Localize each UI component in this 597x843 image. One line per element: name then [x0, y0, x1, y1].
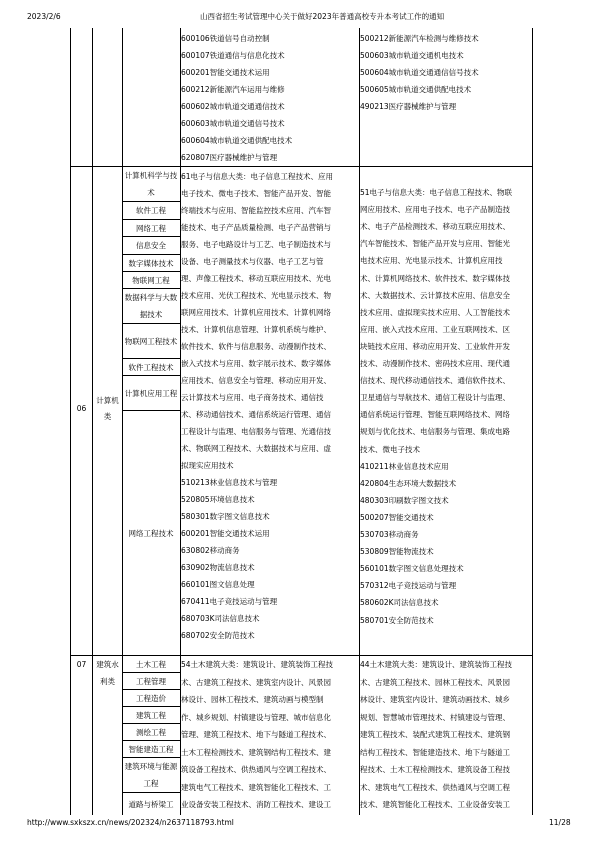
specialty-line: 680702安全防范技术 [181, 631, 255, 640]
specialty-line: 技术应用、光伏工程技术、光电显示技术、物 [181, 291, 331, 300]
specialty-line: 软件技术、软件与信息服务、动漫制作技术、 [181, 342, 331, 351]
specialty-line: 420804生态环境大数据技术 [360, 478, 457, 488]
specialty-line: 应用技术、信息安全与管理、移动应用开发、 [181, 376, 331, 385]
specialty-line: 术、古建筑工程技术、园林工程技术、风景园 [360, 677, 510, 687]
specialty-line: 结构工程技术、智能建造技术、地下与隧道工 [360, 747, 510, 757]
specialty-line: 技术、计算机信息管理、计算机系统与维护、 [181, 325, 331, 334]
major-name: 智能建造工程 [128, 744, 174, 754]
specialty-line: 600212新能源汽车运用与维修 [181, 85, 285, 94]
specialty-line: 设备、电子测量技术与仪器、电子工艺与管 [181, 257, 324, 266]
footer-page-number: 11/28 [549, 818, 571, 827]
major-name: 建筑工程 [136, 710, 166, 720]
section-number: 07 [76, 659, 87, 669]
specialty-line: 560101数字图文信息处理技术 [360, 564, 464, 574]
major-name: 测绘工程 [136, 727, 166, 737]
section-number: 06 [76, 403, 87, 413]
specialty-line: 530703移动商务 [360, 530, 419, 539]
specialty-line: 580301数字图文信息技术 [181, 512, 270, 521]
specialty-line: 服务、电子电路设计与工艺、电子制造技术与 [181, 240, 331, 249]
specialty-line: 电技术应用、光电显示技术、计算机应用技 [360, 256, 503, 266]
specialty-line: 管理、建筑工程技术、地下与隧道工程技术、 [181, 730, 331, 739]
specialty-line: 600603城市轨道交通信号技术 [181, 119, 285, 128]
category-name: 计算机类 [96, 396, 119, 421]
major-name: 土木工程 [136, 659, 166, 669]
specialty-line: 规划、智慧城市管理技术、村镇建设与管理、 [360, 712, 510, 722]
specialty-line: 500604城市轨道交通通信信号技术 [360, 68, 479, 77]
specialty-line: 61电子与信息大类：电子信息工程技术、应用 [181, 172, 334, 181]
specialty-line: 51电子与信息大类：电子信息工程技术、物联 [360, 188, 513, 197]
specialty-line: 网应用技术、应用电子技术、电子产品制造技 [360, 205, 510, 215]
specialty-line: 510213林业信息技术与管理 [181, 478, 278, 487]
specialty-line: 490213医疗器械维护与管理 [360, 102, 457, 111]
category-name: 建筑水利类 [96, 660, 119, 686]
major-name: 计算机应用工程 [124, 388, 178, 398]
specialty-line: 术、物联网工程技术、大数据技术与应用、虚 [181, 444, 331, 453]
specialty-line: 工程设计与监理、电信服务与管理、光通信技 [181, 427, 331, 436]
specialty-line: 联网应用技术、计算机应用技术、计算机网络 [181, 308, 331, 317]
table-vertical-border [70, 28, 71, 815]
specialty-line: 应用、嵌入式技术应用、工业互联网技术、区 [360, 324, 510, 334]
specialty-line: 能技术、电子产品质量检测、电子产品营销与 [181, 223, 331, 232]
specialty-line: 570312电子竞技运动与管理 [360, 581, 457, 591]
specialty-line: 信技术、现代移动通信技术、通信软件技术、 [360, 376, 510, 386]
header-date: 2023/2/6 [27, 12, 61, 21]
table-vertical-border [532, 28, 533, 815]
specialty-line: 600604城市轨道交通供配电技术 [181, 136, 293, 145]
specialty-line: 术、计算机网络技术、软件技术、数字媒体技 [360, 273, 510, 283]
specialty-line: 600107铁道通信与信息化技术 [181, 51, 285, 60]
specialty-line: 云计算技术与应用、电子商务技术、通信技 [181, 393, 324, 402]
specialty-line: 建筑工程技术、装配式建筑工程技术、建筑钢 [360, 730, 510, 739]
specialty-line: 块链技术应用、移动应用开发、工业软件开发 [360, 341, 510, 351]
major-name: 信息安全 [136, 241, 166, 250]
specialty-line: 拟现实应用技术 [181, 461, 234, 470]
specialty-line: 技术应用、虚拟现实技术应用、人工智能技术 [360, 307, 510, 317]
major-name: 网络工程 [136, 223, 166, 233]
specialty-line: 术、大数据技术、云计算技术应用、信息安全 [360, 290, 510, 300]
specialty-line: 术、电子产品检测技术、移动互联应用技术、 [360, 222, 510, 232]
specialty-line: 500605城市轨道交通供配电技术 [360, 85, 472, 94]
specialty-line: 630802移动商务 [181, 546, 240, 555]
specialty-line: 620807医疗器械维护与管理 [181, 153, 278, 162]
specialty-line: 林设计、建筑室内设计、建筑动画技术、城乡 [360, 695, 510, 704]
specialty-line: 44土木建筑大类：建筑设计、建筑装饰工程技 [360, 660, 513, 669]
specialty-line: 500603城市轨道交通机电技术 [360, 51, 464, 60]
footer-url[interactable]: http://www.sxkszx.cn/news/202324/n2637118793.html [27, 818, 234, 827]
major-name: 工程造价 [136, 693, 166, 703]
specialty-line: 480303印刷数字图文技术 [360, 495, 449, 505]
major-name: 工程管理 [136, 676, 166, 686]
major-name: 软件工程技术 [128, 362, 174, 372]
specialty-line: 理、声像工程技术、移动互联应用技术、光电 [181, 274, 331, 283]
specialty-line: 程技术、土木工程检测技术、建筑设备工程技 [360, 765, 510, 774]
specialty-line: 580701安全防范技术 [360, 615, 434, 625]
specialty-line: 嵌入式技术与应用、数字展示技术、数字媒体 [181, 359, 331, 368]
major-name: 计算机科学与技术 [124, 171, 178, 197]
major-name: 网络工程技术 [128, 528, 174, 538]
specialty-line: 建筑电气工程技术、建筑智能化工程技术、工 [181, 782, 331, 792]
specialty-line: 技术、微电子技术 [360, 444, 420, 454]
specialty-line: 技术、动漫制作技术、密码技术应用、现代通 [360, 359, 510, 368]
specialty-line: 业设备安装工程技术、消防工程技术、建设工 [181, 800, 331, 809]
major-name: 建筑环境与能源工程 [124, 762, 178, 788]
specialty-line: 670411电子竞技运动与管理 [181, 597, 278, 606]
specialty-line: 520805环境信息技术 [181, 495, 255, 504]
specialty-line: 410211林业信息技术应用 [360, 461, 449, 471]
specialty-line: 54土木建筑大类：建筑设计、建筑装饰工程技 [181, 660, 334, 669]
major-name: 数据科学与大数据技术 [124, 293, 178, 319]
specialty-line: 600106铁道信号自动控制 [181, 34, 270, 43]
specialty-line: 筑设备工程技术、供热通风与空调工程技术、 [181, 765, 331, 774]
specialty-line: 土木工程检测技术、建筑钢结构工程技术、建 [181, 747, 331, 757]
specialty-line: 通信系统运行管理、智能互联网络技术、网络 [360, 410, 510, 420]
specialty-line: 终端技术与应用、智能监控技术应用、汽车智 [181, 206, 331, 215]
specialty-line: 600602城市轨道交通通信技术 [181, 102, 285, 111]
major-name: 软件工程 [136, 206, 166, 215]
specialty-line: 500212新能源汽车检测与维修技术 [360, 34, 479, 43]
specialty-line: 术、移动通信技术、通信系统运行管理、通信 [181, 410, 331, 419]
specialty-line: 术、古建筑工程技术、建筑室内设计、风景园 [181, 677, 331, 687]
specialty-line: 680703K司法信息技术 [181, 614, 260, 623]
specialty-line: 汽车智能技术、智能产品开发与应用、智能光 [360, 239, 510, 249]
specialty-line: 580602K司法信息技术 [360, 598, 439, 608]
specialty-line: 林设计、园林工程技术、建筑动画与模型制 [181, 695, 324, 704]
major-name: 数字媒体技术 [128, 258, 174, 268]
major-name: 道路与桥梁工 [128, 799, 174, 809]
major-name: 物联网工程技术 [124, 336, 178, 346]
specialty-line: 600201智能交通技术运用 [181, 529, 270, 538]
specialty-line: 技术、建筑智能化工程技术、工业设备安装工 [360, 800, 510, 809]
specialty-line: 卫星通信与导航技术、通信工程设计与监理、 [360, 393, 510, 403]
specialty-line: 术、建筑电气工程技术、供热通风与空调工程 [360, 782, 510, 792]
specialty-line: 电子技术、微电子技术、智能产品开发、智能 [181, 189, 331, 198]
major-name: 物联网工程 [132, 275, 170, 285]
specialty-line: 600201智能交通技术运用 [181, 68, 270, 77]
specialty-line: 630902物流信息技术 [181, 563, 255, 572]
specialty-line: 530809智能物流技术 [360, 547, 434, 557]
specialty-line: 规划与优化技术、电信服务与管理、集成电路 [360, 427, 510, 437]
specialty-line: 500207智能交通技术 [360, 512, 434, 522]
header-title: 山西省招生考试管理中心关于做好2023年普通高校专升本考试工作的通知 [200, 12, 445, 21]
specialty-line: 作、城乡规划、村镇建设与管理、城市信息化 [181, 712, 331, 722]
specialty-line: 660101图文信息处理 [181, 580, 255, 589]
